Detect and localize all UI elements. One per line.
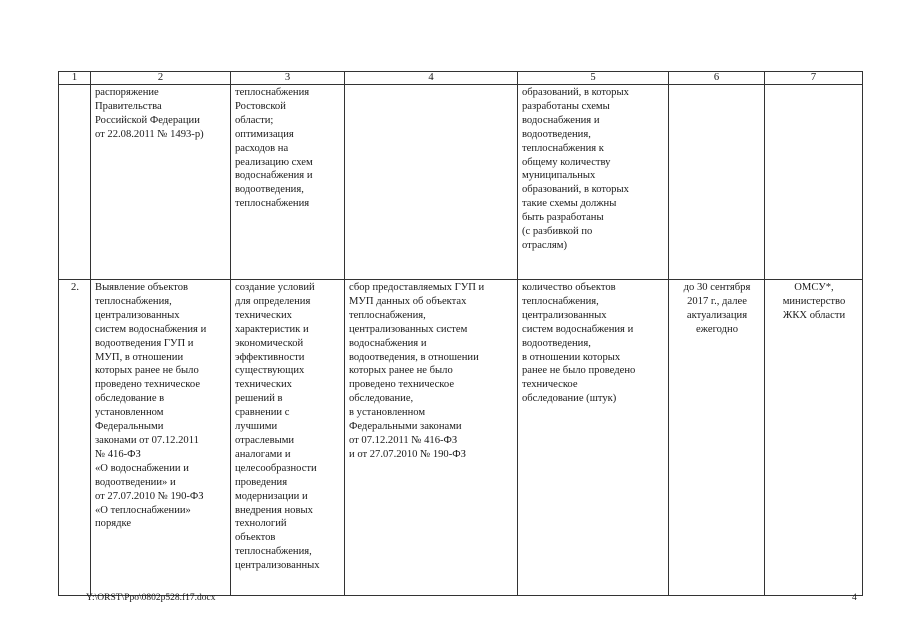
row2-cell-number: 2.: [59, 280, 91, 596]
header-cell-3: 3: [231, 72, 345, 85]
cont-cell-number: [59, 85, 91, 280]
row2-cell-goal: создание условий для определения технических характеристик и экономической эффективности существующих технических решений в сравнении с лучшими отраслевыми аналогами и целесообразности проведения модернизации и внедрения новых технологий объектов теплоснабжения, централизованных: [231, 280, 345, 596]
cont-cell-indicator: образований, в которых разработаны схемы водоснабжения и водоотведения, теплоснабжения к общему количеству муниципальных образований, в которых такие схемы должны быть разработаны (с разбивкой по отраслям): [518, 85, 669, 280]
row2-cell-measure: Выявление объектов теплоснабжения, централизованных систем водоснабжения и водоотведения ГУП и МУП, в отношении которых ранее не было проведено техническое обследование в установленном Федеральными законами от 07.12.2011 № 416-ФЗ «О водоснабжении и водоотведении» и от 27.07.2010 № 190-ФЗ «О теплоснабжении» порядке: [91, 280, 231, 596]
row2-cell-method: сбор предоставляемых ГУП и МУП данных об объектах теплоснабжения, централизованных систем водоснабжения и водоотведения, в отношении которых ранее не было проведено техническое обследование, в установленном Федеральными законами от 07.12.2011 № 416-ФЗ и от 27.07.2010 № 190-ФЗ: [345, 280, 518, 596]
measures-table: [58, 71, 863, 596]
cont-cell-measure: распоряжение Правительства Российской Федерации от 22.08.2011 № 1493-р): [91, 85, 231, 280]
header-cell-6: 6: [669, 72, 765, 85]
cont-cell-goal: теплоснабжения Ростовской области; оптимизация расходов на реализацию схем водоснабжения и водоотведения, теплоснабжения: [231, 85, 345, 280]
header-cell-7: 7: [765, 72, 863, 85]
table-row-2: [59, 280, 863, 596]
header-cell-1: 1: [59, 72, 91, 85]
footer-file-path: Y:\ORST\Ppo\0802p528.f17.docx: [86, 593, 216, 603]
row2-cell-indicator: количество объектов теплоснабжения, централизованных систем водоснабжения и водоотведения, в отношении которых ранее не было проведено техническое обследование (штук): [518, 280, 669, 596]
table-header-row: [59, 72, 863, 85]
header-cell-5: 5: [518, 72, 669, 85]
row2-cell-responsible: ОМСУ*, министерство ЖКХ области: [765, 280, 863, 596]
header-cell-2: 2: [91, 72, 231, 85]
cont-cell-responsible: [765, 85, 863, 280]
cont-cell-deadline: [669, 85, 765, 280]
cont-cell-method: [345, 85, 518, 280]
row2-cell-deadline: до 30 сентября 2017 г., далее актуализация ежегодно: [669, 280, 765, 596]
table-row-continuation: [59, 85, 863, 280]
header-cell-4: 4: [345, 72, 518, 85]
footer-page-number: 4: [852, 593, 857, 603]
